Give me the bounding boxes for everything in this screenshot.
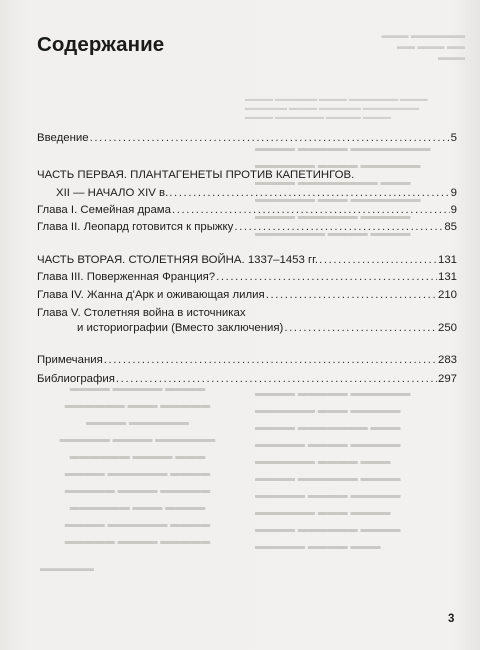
toc-part-heading [37,251,457,269]
toc-entry [77,319,457,337]
toc-entry-label: ЧАСТЬ ПЕРВАЯ. ПЛАНТАГЕНЕТЫ ПРОТИВ КАПЕТИНГОВ. [37,169,355,181]
toc-entry-page: 131 [437,254,457,266]
dot-leader [284,319,437,337]
dot-leader [104,351,437,369]
toc-entry-page: 9 [450,187,457,199]
toc-entry-page: 210 [437,289,457,301]
toc-entry [37,286,457,304]
bleed-through-text: ▬▬▬ ▬▬▬▬▬▬ ▬▬ ▬▬▬ ▬▬ ▬▬▬ [381,30,465,62]
toc-entry-label: и историографии (Вместо заключения) [77,322,284,334]
toc-entry [56,184,457,202]
toc-entry [37,129,457,147]
toc-part-heading [37,166,354,184]
toc-entry-label: ЧАСТЬ ВТОРАЯ. СТОЛЕТНЯЯ ВОЙНА. 1337–1453 гг. [37,254,319,266]
toc-entry-label: Библиография [37,373,115,385]
dot-leader [90,129,450,147]
toc-entry-label: Глава IV. Жанна д'Арк и оживающая лилия [37,289,265,301]
bleed-through-text: ▬▬▬▬▬▬ [40,563,94,573]
toc-entry-label: Введение [37,132,89,144]
dot-leader [116,370,437,388]
toc-entry-label: Глава V. Столетняя война в источниках [37,307,246,319]
toc-entry-label: Глава I. Семейная драма [37,204,171,216]
page-title: Содержание [37,33,165,56]
toc-entry-page: 250 [437,322,457,334]
toc-entry-page: 85 [444,221,457,233]
toc-entry-page: 5 [450,132,457,144]
toc-entry [37,218,457,236]
toc-entry [37,201,457,219]
dot-leader [172,201,450,219]
toc-entry-label: XII — НАЧАЛО XIV в. [56,187,169,199]
toc-entry-page: 283 [437,354,457,366]
toc-entry-page: 297 [437,373,457,385]
toc-entry-page: 9 [450,204,457,216]
bleed-through-text: ▬▬▬▬ ▬▬▬▬▬ ▬▬▬▬▬▬▬▬ ▬▬▬▬▬▬ ▬▬▬▬ ▬▬▬▬▬▬ ▬▬▬▬ ▬▬▬▬▬▬▬▬ ▬▬▬ ▬▬▬▬▬▬ ▬▬▬ ▬▬▬▬▬▬▬ ▬▬▬▬ ▬▬▬▬▬▬ ▬▬▬▬▬ ▬▬▬▬▬▬▬ ▬▬▬▬ ▬▬▬▬ [255,143,431,239]
page-number: 3 [448,613,455,625]
toc-entry [37,351,457,369]
bleed-through-text: ▬▬▬▬ ▬▬▬▬▬ ▬▬▬▬ ▬▬▬▬▬▬ ▬▬▬ ▬▬▬▬▬ ▬▬▬▬ ▬▬▬▬▬▬ ▬▬▬▬▬ ▬▬▬▬ ▬▬▬▬▬▬ ▬▬▬▬▬▬ ▬▬▬▬ ▬▬▬ ▬▬▬▬ ▬▬▬▬▬▬ ▬▬▬▬ ▬▬▬▬▬ ▬▬▬▬ ▬▬▬▬▬ ▬▬▬▬▬▬ ▬▬▬ ▬▬▬▬ ▬▬▬▬ ▬▬▬▬▬▬ ▬▬▬▬ ▬▬▬▬▬ ▬▬▬▬ ▬▬▬▬▬ [59,383,216,547]
bleed-through-text: ▬▬▬▬ ▬▬▬▬▬ ▬▬▬▬▬▬ ▬▬▬▬▬▬ ▬▬▬ ▬▬▬▬▬ ▬▬▬▬ ▬▬▬▬▬▬▬ ▬▬▬ ▬▬▬▬▬ ▬▬▬▬ ▬▬▬▬▬ ▬▬▬▬▬▬ ▬▬▬▬ ▬▬▬ ▬▬▬▬ ▬▬▬▬▬▬ ▬▬▬▬ ▬▬▬▬▬ ▬▬▬▬ ▬▬▬▬▬ ▬▬▬▬▬▬ ▬▬▬ ▬▬▬▬ ▬▬▬▬ ▬▬▬▬▬▬ ▬▬▬▬ ▬▬▬▬▬ ▬▬▬▬ ▬▬▬ [255,388,411,552]
toc-entry-label: Глава II. Леопард готовится к прыжку [37,221,234,233]
dot-leader [216,268,437,286]
toc-entry-label: Примечания [37,354,103,366]
dot-leader [169,184,449,202]
toc-entry [37,370,457,388]
dot-leader [234,218,443,236]
bleed-through-text: ▬▬▬▬ ▬▬▬▬▬▬ ▬▬▬▬ ▬▬▬▬▬▬▬ ▬▬▬▬ ▬▬▬▬▬▬ ▬▬▬▬ ▬▬▬▬▬▬ ▬▬▬▬▬▬▬▬ ▬▬▬▬ ▬▬▬▬▬▬▬ ▬▬▬▬▬ ▬▬▬▬ [245,96,428,121]
dot-leader [319,251,437,269]
toc-entry-page: 131 [437,271,457,283]
dot-leader [266,286,437,304]
toc-entry-label: Глава III. Поверженная Франция? [37,271,216,283]
toc-entry [37,268,457,286]
